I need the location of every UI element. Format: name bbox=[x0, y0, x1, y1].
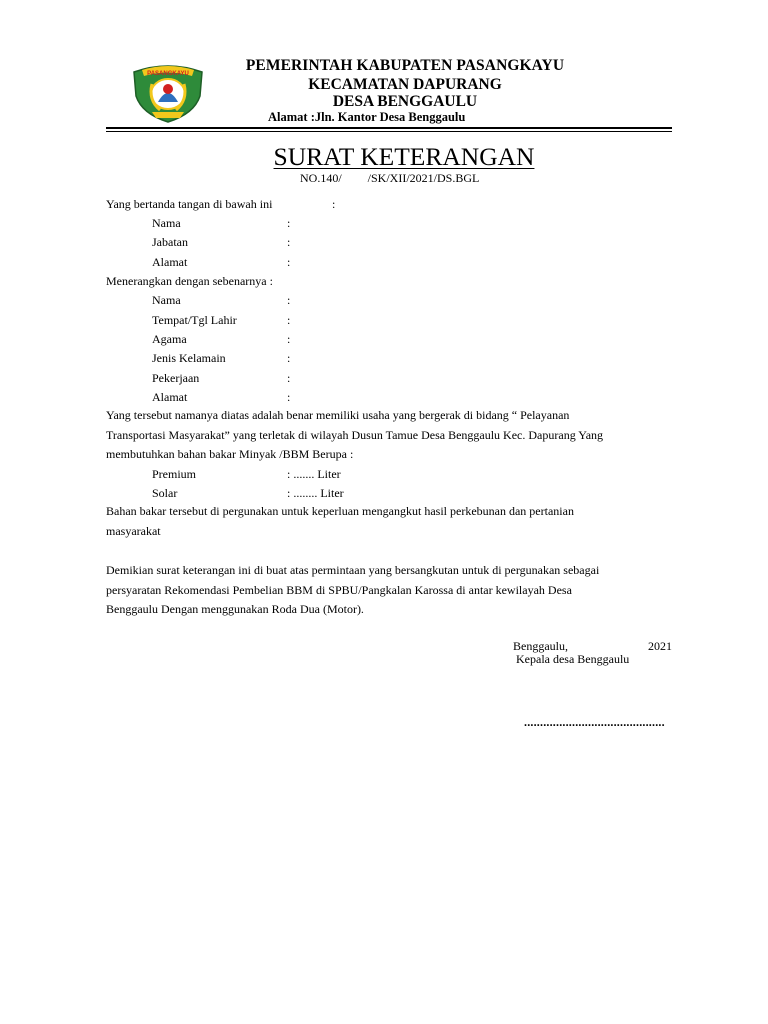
paragraph-line: Yang tersebut namanya diatas adalah benar memiliki usaha yang bergerak di bidang “ Pelayanan bbox=[106, 408, 570, 422]
letterhead-rule-thin bbox=[106, 131, 672, 132]
fuel-type-label: Solar bbox=[152, 486, 178, 500]
paragraph-line: Demikian surat keterangan ini di buat atas permintaan yang bersangkutan untuk di pergunakan sebagai bbox=[106, 563, 600, 577]
subject-field-value: : bbox=[287, 332, 291, 346]
subject-field-label: Pekerjaan bbox=[152, 371, 200, 385]
signature-year: 2021 bbox=[648, 639, 672, 653]
signatory-field-label: Jabatan bbox=[152, 235, 188, 249]
signatory-intro-colon: : bbox=[332, 197, 336, 211]
letter-number-suffix: /SK/XII/2021/DS.BGL bbox=[367, 171, 480, 185]
signatory-intro: Yang bertanda tangan di bawah ini bbox=[106, 197, 273, 211]
signatory-field-label: Nama bbox=[152, 216, 181, 230]
subject-field-value: : bbox=[287, 351, 291, 365]
signatory-field-value: : bbox=[287, 255, 291, 269]
subject-field-value: : bbox=[287, 313, 291, 327]
subject-field-label: Agama bbox=[152, 332, 187, 346]
paragraph-line: masyarakat bbox=[106, 523, 161, 538]
regency-emblem-logo bbox=[128, 56, 208, 124]
subject-field-label: Tempat/Tgl Lahir bbox=[152, 313, 237, 327]
fuel-type-label: Premium bbox=[152, 467, 196, 481]
signatory-field-value: : bbox=[287, 216, 291, 230]
subject-field-label: Nama bbox=[152, 293, 181, 307]
fuel-quantity: : ....... Liter bbox=[287, 467, 341, 481]
paragraph-line: membutuhkan bahan bakar Minyak /BBM Berupa : bbox=[106, 447, 354, 461]
business-paragraph bbox=[106, 406, 686, 465]
letterhead-line-regency: PEMERINTAH KABUPATEN PASANGKAYU bbox=[245, 57, 565, 74]
closing-paragraph bbox=[106, 561, 686, 620]
subject-field-label: Alamat bbox=[152, 390, 188, 404]
paragraph-line: Benggaulu Dengan menggunakan Roda Dua (Motor). bbox=[106, 602, 364, 616]
signatory-field-label: Alamat bbox=[152, 255, 188, 269]
subject-field-value: : bbox=[287, 371, 291, 385]
subject-intro: Menerangkan dengan sebenarnya : bbox=[106, 274, 273, 288]
paragraph-line: Bahan bakar tersebut di pergunakan untuk keperluan mengangkut hasil perkebunan dan pertanian bbox=[106, 504, 574, 518]
usage-paragraph bbox=[106, 502, 686, 541]
letterhead-rule-thick bbox=[106, 127, 672, 129]
subject-field-value: : bbox=[287, 390, 291, 404]
letter-title: SURAT KETERANGAN bbox=[273, 142, 535, 171]
fuel-quantity: : ........ Liter bbox=[287, 486, 344, 500]
letter-number-prefix: NO.140/ bbox=[300, 171, 342, 185]
letterhead-line-district: KECAMATAN DAPURANG bbox=[308, 76, 502, 93]
signature-place: Benggaulu, bbox=[513, 639, 568, 653]
signature-position: Kepala desa Benggaulu bbox=[516, 652, 630, 666]
signature-name-line: ............................................ bbox=[524, 715, 665, 729]
letter-number bbox=[300, 171, 479, 186]
subject-field-label: Jenis Kelamain bbox=[152, 351, 226, 365]
subject-field-value: : bbox=[287, 293, 291, 307]
signatory-field-value: : bbox=[287, 235, 291, 249]
emblem-text: PASANGKAYU bbox=[147, 71, 189, 77]
paragraph-line: Transportasi Masyarakat” yang terletak di wilayah Dusun Tamue Desa Benggaulu Kec. Dapurang Yang bbox=[106, 427, 604, 442]
letterhead-address: Alamat :Jln. Kantor Desa Benggaulu bbox=[268, 110, 466, 124]
letterhead-line-village: DESA BENGGAULU bbox=[332, 93, 478, 110]
paragraph-line: persyaratan Rekomendasi Pembelian BBM di SPBU/Pangkalan Karossa di antar kewilayah Desa bbox=[106, 582, 572, 597]
